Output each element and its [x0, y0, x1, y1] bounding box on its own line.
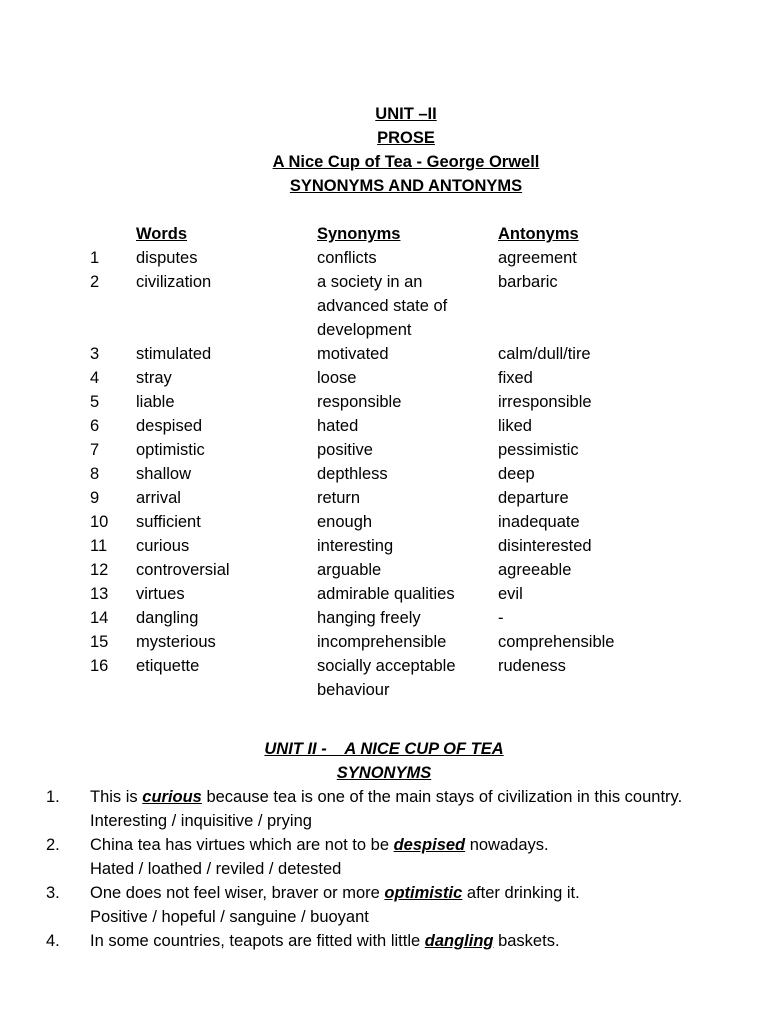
row-number: 5 [90, 393, 100, 411]
sentence-keyword: despised [393, 836, 466, 854]
sentence-text-after: after drinking it. [462, 884, 580, 902]
row-antonym: rudeness [498, 657, 566, 675]
section2-title: UNIT II - A NICE CUP OF TEA [264, 740, 504, 758]
header-synonyms: Synonyms [317, 225, 401, 243]
item-synonyms: Interesting / inquisitive / prying [90, 812, 312, 830]
header-number-cell [90, 222, 136, 246]
row-number: 14 [90, 609, 109, 627]
item-body [90, 785, 746, 833]
row-antonym: evil [498, 585, 523, 603]
row-synonym: depthless [317, 465, 388, 483]
row-word: liable [136, 393, 175, 411]
table-row [90, 270, 750, 342]
row-number: 10 [90, 513, 109, 531]
table-row [90, 414, 750, 438]
sentence-keyword: optimistic [384, 884, 463, 902]
row-word: stimulated [136, 345, 212, 363]
row-number: 11 [90, 537, 108, 555]
row-antonym: - [498, 609, 504, 627]
item-number: 1. [46, 788, 60, 806]
row-number: 16 [90, 657, 109, 675]
sentence-text-before: This is [90, 788, 143, 806]
table-row [90, 654, 750, 702]
row-word: optimistic [136, 441, 205, 459]
row-antonym: agreement [498, 249, 577, 267]
row-synonym: incomprehensible [317, 633, 447, 651]
row-word: virtues [136, 585, 185, 603]
row-antonym: fixed [498, 369, 533, 387]
table-row [90, 486, 750, 510]
item-synonyms: Positive / hopeful / sanguine / buoyant [90, 908, 369, 926]
row-number: 3 [90, 345, 100, 363]
row-number: 2 [90, 273, 100, 291]
table-row [90, 510, 750, 534]
row-antonym: irresponsible [498, 393, 592, 411]
table-row [90, 462, 750, 486]
title-heading: A Nice Cup of Tea - George Orwell [272, 153, 540, 171]
row-antonym: comprehensible [498, 633, 615, 651]
section-heading: SYNONYMS AND ANTONYMS [289, 177, 523, 195]
table-row [90, 246, 750, 270]
section2-subtitle: SYNONYMS [336, 764, 432, 782]
sentence-text-after: nowadays. [465, 836, 549, 854]
row-antonym: deep [498, 465, 535, 483]
row-number: 6 [90, 417, 100, 435]
row-word: sufficient [136, 513, 201, 531]
row-antonym: inadequate [498, 513, 580, 531]
table-row [90, 366, 750, 390]
row-synonym: return [317, 489, 361, 507]
row-synonym: responsible [317, 393, 402, 411]
row-word: disputes [136, 249, 198, 267]
row-number: 13 [90, 585, 109, 603]
table-row [90, 558, 750, 582]
table-row [90, 438, 750, 462]
row-antonym: departure [498, 489, 569, 507]
row-number: 4 [90, 369, 100, 387]
sentence-text-before: In some countries, teapots are fitted with little [90, 932, 425, 950]
row-synonym: admirable qualities [317, 585, 455, 603]
row-synonym: loose [317, 369, 357, 387]
row-word: etiquette [136, 657, 200, 675]
vocabulary-table [90, 222, 750, 702]
list-item [46, 833, 746, 881]
row-word: controversial [136, 561, 230, 579]
header-synonyms-cell [317, 222, 498, 246]
row-synonym: motivated [317, 345, 389, 363]
row-number: 15 [90, 633, 109, 651]
table-row [90, 342, 750, 366]
row-synonym: a society in an advanced state of development [317, 273, 448, 339]
table-row [90, 606, 750, 630]
list-item [46, 881, 746, 929]
prose-heading: PROSE [377, 129, 435, 147]
item-sentence [90, 785, 746, 809]
row-synonym: hanging freely [317, 609, 421, 627]
row-word: shallow [136, 465, 192, 483]
row-number: 1 [90, 249, 100, 267]
list-item [46, 785, 746, 833]
table-header-row [90, 222, 750, 246]
row-antonym: calm/dull/tire [498, 345, 591, 363]
sentence-keyword: curious [142, 788, 202, 806]
item-number: 2. [46, 836, 60, 854]
row-word: mysterious [136, 633, 216, 651]
row-synonym: conflicts [317, 249, 377, 267]
unit-heading: UNIT –II [375, 105, 437, 123]
row-synonym: hated [317, 417, 359, 435]
row-antonym: barbaric [498, 273, 558, 291]
header-antonyms-cell [498, 222, 698, 246]
table-row [90, 534, 750, 558]
row-synonym: socially acceptable behaviour [317, 657, 456, 699]
row-word: arrival [136, 489, 181, 507]
table-row [90, 630, 750, 654]
row-synonym: interesting [317, 537, 394, 555]
item-sentence [90, 833, 746, 857]
row-number: 9 [90, 489, 100, 507]
table-row [90, 582, 750, 606]
row-antonym: disinterested [498, 537, 592, 555]
item-synonyms: Hated / loathed / reviled / detested [90, 860, 342, 878]
sentence-keyword: dangling [424, 932, 494, 950]
header-words: Words [136, 225, 188, 243]
row-word: curious [136, 537, 190, 555]
sentence-text-after: because tea is one of the main stays of civilization in this country. [201, 788, 683, 806]
item-number: 4. [46, 932, 60, 950]
row-number: 8 [90, 465, 100, 483]
list-item [46, 929, 746, 953]
row-word: dangling [136, 609, 199, 627]
sentence-text-after: baskets. [493, 932, 560, 950]
sentence-text-before: China tea has virtues which are not to be [90, 836, 394, 854]
sentence-text-before: One does not feel wiser, braver or more [90, 884, 385, 902]
row-word: despised [136, 417, 203, 435]
table-row [90, 390, 750, 414]
header-words-cell [136, 222, 317, 246]
item-body [90, 833, 746, 881]
item-sentence [90, 929, 746, 953]
row-number: 12 [90, 561, 109, 579]
row-word: stray [136, 369, 172, 387]
item-body [90, 881, 746, 929]
row-synonym: arguable [317, 561, 382, 579]
row-antonym: pessimistic [498, 441, 579, 459]
row-antonym: liked [498, 417, 532, 435]
row-antonym: agreeable [498, 561, 572, 579]
item-number: 3. [46, 884, 60, 902]
synonym-sentence-list [46, 785, 746, 953]
row-synonym: enough [317, 513, 373, 531]
row-synonym: positive [317, 441, 373, 459]
item-sentence [90, 881, 746, 905]
row-number: 7 [90, 441, 100, 459]
table-body [90, 246, 750, 702]
row-word: civilization [136, 273, 212, 291]
item-body [90, 929, 746, 953]
header-antonyms: Antonyms [498, 225, 579, 243]
